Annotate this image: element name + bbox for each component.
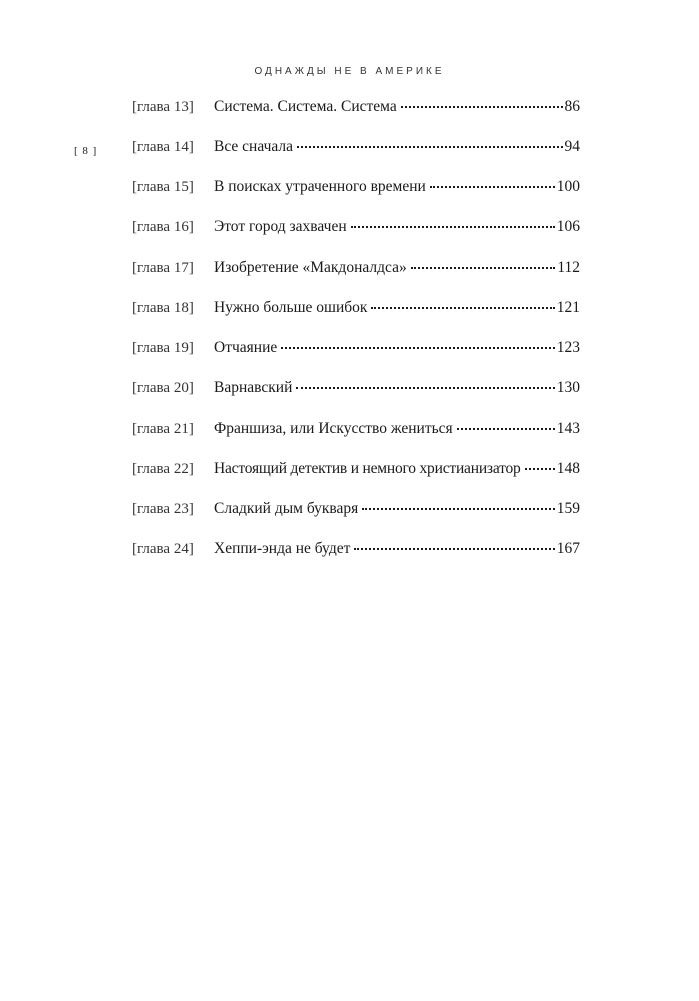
- dot-leader: [411, 267, 556, 269]
- toc-entry: [132, 176, 580, 198]
- chapter-page-number: 121: [556, 299, 580, 316]
- chapter-page-number: 130: [556, 379, 580, 396]
- dot-leader: [362, 508, 554, 510]
- chapter-page-number: 143: [556, 420, 580, 437]
- chapter-label: [глава 21]: [132, 421, 194, 437]
- chapter-label: [глава 20]: [132, 380, 194, 396]
- toc-entry: [132, 538, 580, 560]
- chapter-label: [глава 16]: [132, 219, 194, 235]
- toc-entry: [132, 458, 580, 480]
- chapter-label: [глава 23]: [132, 501, 194, 517]
- chapter-page-number: 148: [556, 460, 580, 477]
- chapter-page-number: 86: [564, 98, 580, 115]
- dot-leader: [351, 226, 555, 228]
- chapter-label: [глава 18]: [132, 300, 194, 316]
- toc-entry: [132, 498, 580, 520]
- toc-entry: [132, 257, 580, 279]
- chapter-title: Нужно больше ошибок: [214, 299, 368, 316]
- chapter-title: Этот город захвачен: [214, 218, 347, 235]
- chapter-page-number: 106: [556, 218, 580, 235]
- dot-leader: [430, 186, 555, 188]
- chapter-page-number: 159: [556, 500, 580, 517]
- toc-entry: [132, 337, 580, 359]
- chapter-label: [глава 15]: [132, 179, 194, 195]
- chapter-label: [глава 24]: [132, 541, 194, 557]
- dot-leader: [297, 146, 562, 148]
- chapter-title: Изобретение «Макдоналдса»: [214, 259, 407, 276]
- toc-entry: [132, 418, 580, 440]
- chapter-label: [глава 19]: [132, 340, 194, 356]
- dot-leader: [371, 307, 554, 309]
- chapter-title: Сладкий дым букваря: [214, 500, 359, 517]
- chapter-title: Хеппи-энда не будет: [214, 540, 351, 557]
- dot-leader: [457, 428, 555, 430]
- chapter-title: Франшиза, или Искусство жениться: [214, 420, 453, 437]
- chapter-page-number: 94: [564, 138, 580, 155]
- page-number: [ 8 ]: [74, 145, 98, 157]
- chapter-label: [глава 17]: [132, 260, 194, 276]
- dot-leader: [354, 548, 554, 550]
- chapter-page-number: 167: [556, 540, 580, 557]
- dot-leader: [525, 468, 555, 470]
- dot-leader: [281, 347, 555, 349]
- chapter-label: [глава 14]: [132, 139, 194, 155]
- running-head: ОДНАЖДЫ НЕ В АМЕРИКЕ: [254, 66, 445, 77]
- chapter-page-number: 100: [556, 178, 580, 195]
- toc-entry: [132, 136, 580, 158]
- chapter-label: [глава 13]: [132, 99, 194, 115]
- toc-entry: [132, 96, 580, 118]
- dot-leader: [296, 387, 554, 389]
- toc-entry: [132, 297, 580, 319]
- chapter-title: Варнавский: [214, 379, 293, 396]
- toc-entry: [132, 216, 580, 238]
- chapter-page-number: 123: [556, 339, 580, 356]
- chapter-title: В поисках утраченного времени: [214, 178, 426, 195]
- chapter-page-number: 112: [557, 259, 580, 276]
- dot-leader: [401, 106, 563, 108]
- toc-entry: [132, 377, 580, 399]
- chapter-title: Система. Система. Система: [214, 98, 397, 115]
- chapter-title: Отчаяние: [214, 339, 278, 356]
- chapter-label: [глава 22]: [132, 461, 194, 477]
- chapter-title: Настоящий детектив и немного христианизатор: [214, 460, 521, 477]
- chapter-title: Все сначала: [214, 138, 294, 155]
